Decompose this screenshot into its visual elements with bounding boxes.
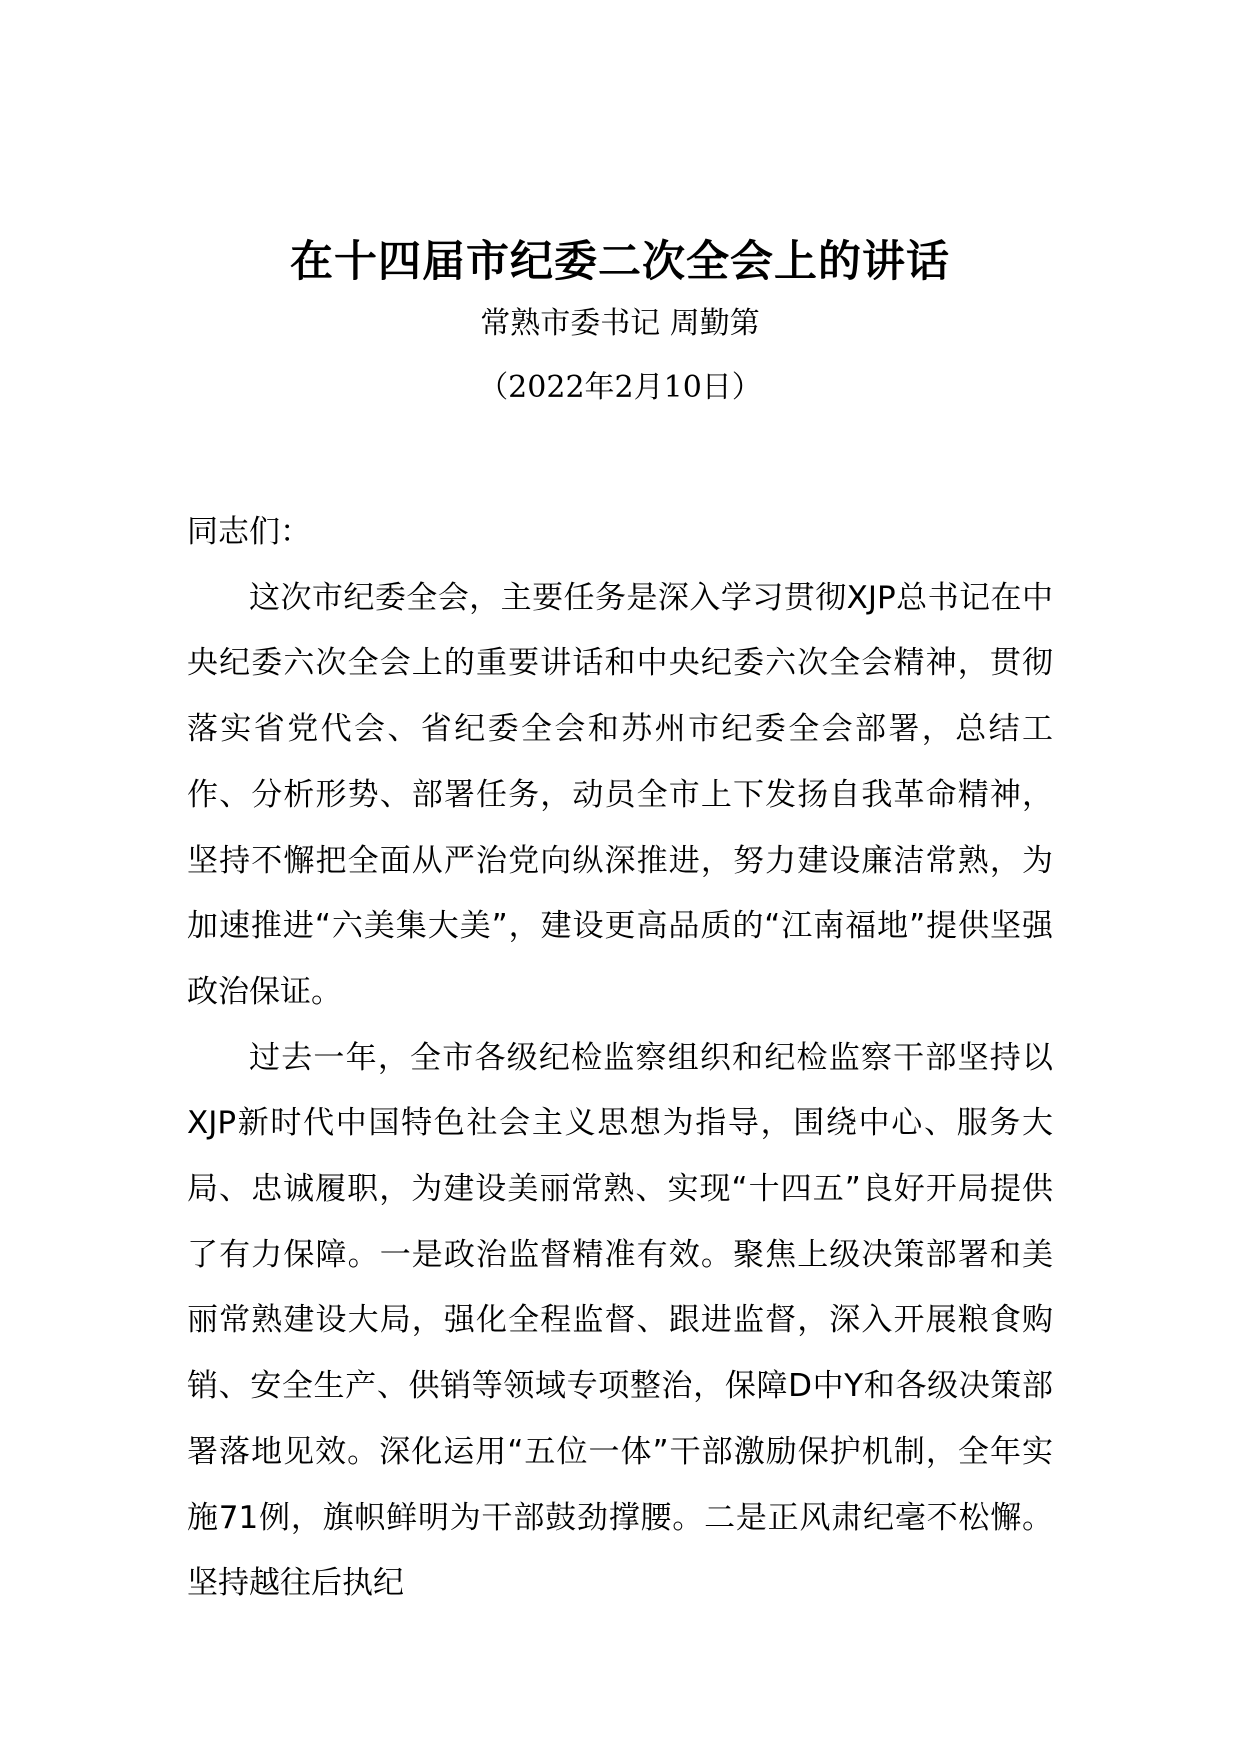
- greeting: 同志们：: [187, 514, 311, 550]
- document-author: 常熟市委书记 周勤第: [480, 306, 760, 341]
- document-date: （2022年2月10日）: [478, 370, 762, 405]
- paragraph-2: 过去一年，全市各级纪检监察组织和纪检监察干部坚持以XJP新时代中国特色社会主义思想为指导，围绕中心、服务大局、忠诚履职，为建设美丽常熟、实现“十四五”良好开局提供了有力保障。一是政治监督精准有效。聚焦上级决策部署和美丽常熟建设大局，强化全程监督、跟进监督，深入开展粮食购销、安全生产、供销等领域专项整治，保障D中Y和各级决策部署落地见效。深化运用“五位一体”干部激励保护机制，全年实施71例，旗帜鲜明为干部鼓劲撑腰。二是正风肃纪毫不松懈。坚持越往后执纪: [187, 1039, 1053, 1602]
- paragraph-1: 这次市纪委全会，主要任务是深入学习贯彻XJP总书记在中央纪委六次全会上的重要讲话和中央纪委六次全会精神，贯彻落实省党代会、省纪委全会和苏州市纪委全会部署，总结工作、分析形势、部署任务，动员全市上下发扬自我革命精神，坚持不懈把全面从严治党向纵深推进，努力建设廉洁常熟，为加速推进“六美集大美”，建设更高品质的“江南福地”提供坚强政治保证。: [187, 579, 1053, 1010]
- document-title: 在十四届市纪委二次全会上的讲话: [290, 237, 950, 287]
- document-body: [187, 500, 1053, 1617]
